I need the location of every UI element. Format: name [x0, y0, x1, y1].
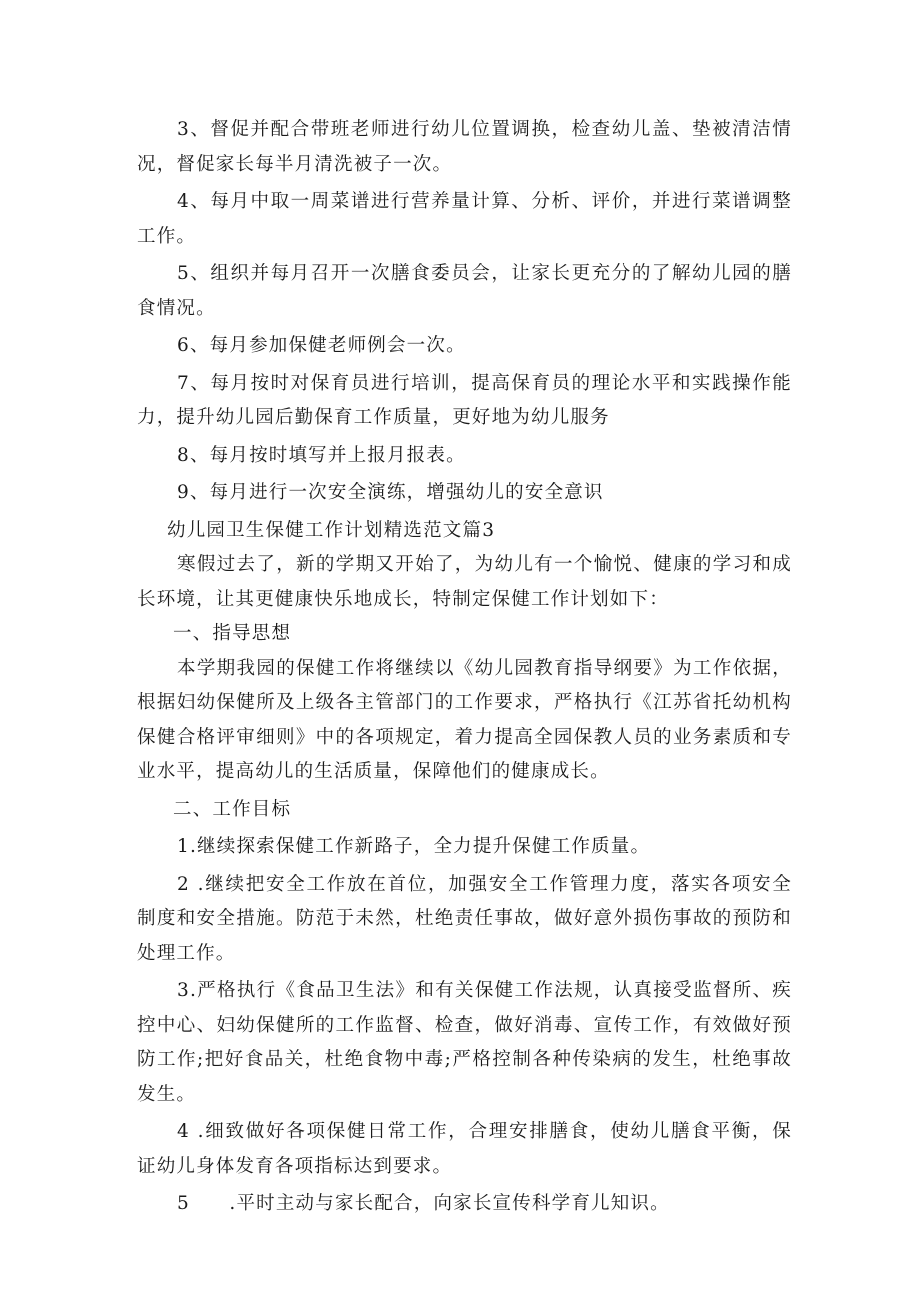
section-heading-guiding-thought: 一、指导思想 [173, 623, 292, 644]
paragraph-item-9: 9、每月进行一次安全演练，增强幼儿的安全意识 [177, 482, 604, 503]
paragraph-item-7: 7、每月按时对保育员进行培训，提高保育员的理论水平和实践操作能力，提升幼儿园后勤保育工作质量，更好地为幼儿服务 [137, 372, 792, 428]
intro-paragraph: 寒假过去了，新的学期又开始了，为幼儿有一个愉悦、健康的学习和成长环境，让其更健康快乐地成长，特制定保健工作计划如下： [137, 554, 792, 610]
paragraph-item-3: 3、督促并配合带班老师进行幼儿位置调换，检查幼儿盖、垫被清洁情况，督促家长每半月清洗被子一次。 [137, 119, 792, 175]
goal-item-2: 2 .继续把安全工作放在首位，加强安全工作管理力度，落实各项安全制度和安全措施。防范于未然，杜绝责任事故，做好意外损伤事故的预防和处理工作。 [137, 873, 792, 964]
goal-item-1: 1.继续探索保健工作新路子，全力提升保健工作质量。 [177, 836, 651, 857]
section-body-guiding-thought: 本学期我园的保健工作将继续以《幼儿园教育指导纲要》为工作依据，根据妇幼保健所及上级各主管部门的工作要求，严格执行《江苏省托幼机构保健合格评审细则》中的各项规定，着力提高全园保教人员的业务素质和专业水平，提高幼儿的生活质量，保障他们的健康成长。 [137, 657, 792, 782]
goal-item-4: 4 .细致做好各项保健日常工作，合理安排膳食，使幼儿膳食平衡，保证幼儿身体发育各项指标达到要求。 [137, 1121, 792, 1177]
paragraph-item-8: 8、每月按时填写并上报月报表。 [177, 444, 466, 466]
section-heading-work-goals: 二、工作目标 [173, 798, 292, 820]
paragraph-item-5: 5、组织并每月召开一次膳食委员会，让家长更充分的了解幼儿园的膳食情况。 [137, 263, 792, 319]
goal-item-5: 5 .平时主动与家长配合，向家长宣传科学育儿知识。 [177, 1193, 670, 1214]
article-title: 幼儿园卫生保健工作计划精选范文篇3 [167, 519, 496, 541]
paragraph-item-6: 6、每月参加保健老师例会一次。 [177, 335, 466, 356]
document-body [137, 113, 792, 1222]
goal-item-3: 3.严格执行《食品卫生法》和有关保健工作法规，认真接受监督所、疾控中心、妇幼保健所的工作监督、检查，做好消毒、宣传工作，有效做好预防工作;把好食品关，杜绝食物中毒;严格控制各种传染病的发生，杜绝事故发生。 [137, 980, 792, 1105]
paragraph-item-4: 4、每月中取一周菜谱进行营养量计算、分析、评价，并进行菜谱调整工作。 [137, 191, 792, 247]
